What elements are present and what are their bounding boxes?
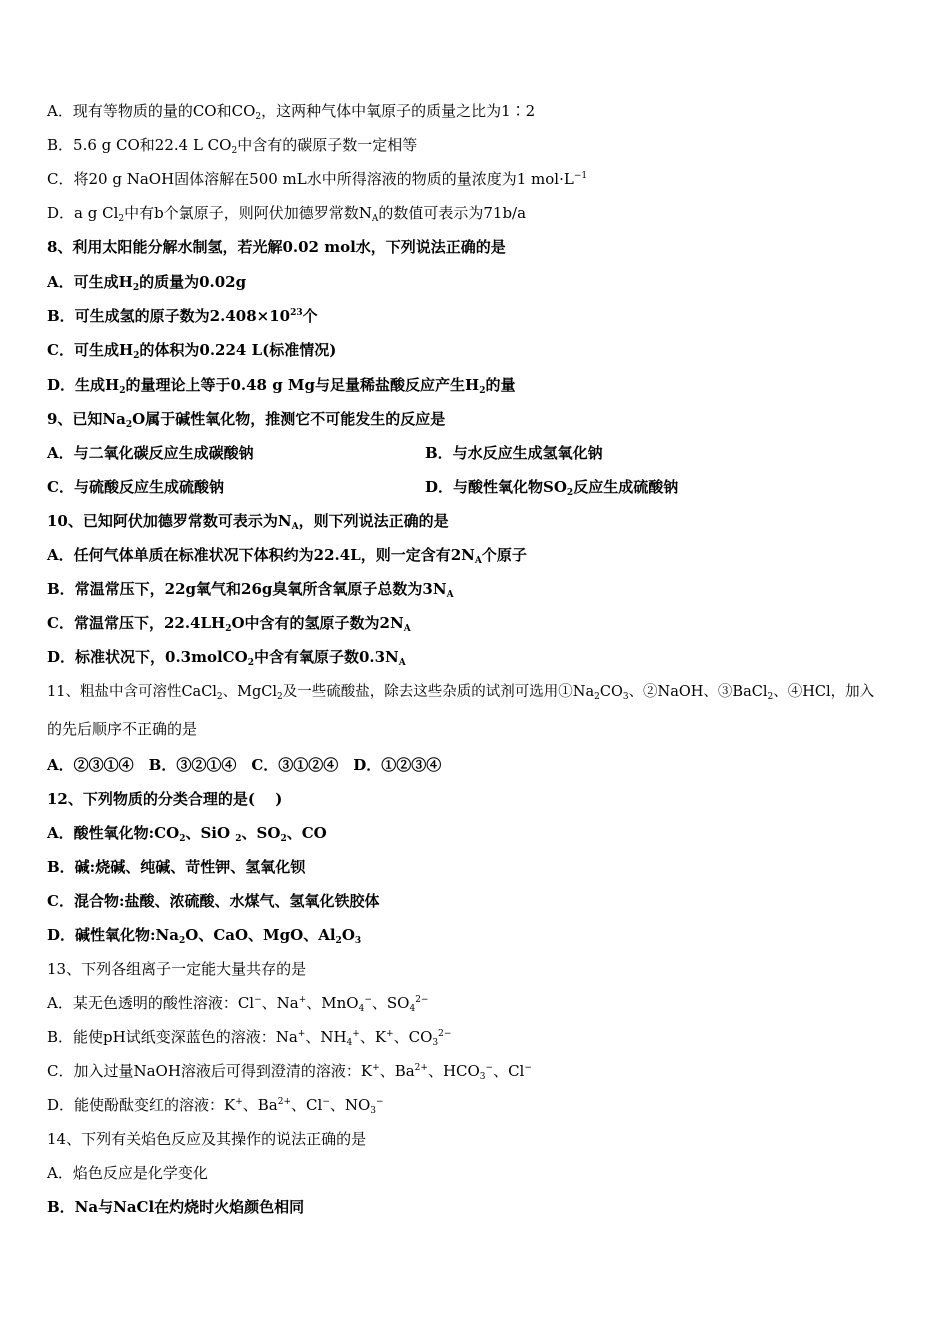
q13-option-b: B．能使pH试纸变深蓝色的溶液：Na+、$NH_4^+$、K+、$CO_3^{2-}$: [47, 1028, 452, 1048]
q7-option-b: B．5.6 g CO和22.4 L $CO_2$中含有的碳原子数一定相等: [47, 136, 418, 156]
q14-stem: 14、下列有关焰色反应及其操作的说法正确的是: [47, 1130, 367, 1148]
q9-row-cd: [47, 477, 907, 497]
q14-option-a: A．焰色反应是化学变化: [47, 1164, 208, 1182]
q10-option-c: C．常温常压下，$22.4LH_2O$中含有的氢原子数为$2N_A$: [47, 614, 411, 634]
q13-stem: 13、下列各组离子一定能大量共存的是: [47, 960, 307, 978]
q9-row-ab: [47, 443, 907, 463]
q12-stem: 12、下列物质的分类合理的是( ): [47, 790, 283, 808]
q8-option-d: D．生成$H_2$的量理论上等于0.48 g Mg与足量稀盐酸反应产生$H_2$的量: [47, 376, 516, 396]
q11-stem-line2: 的先后顺序不正确的是: [47, 720, 198, 738]
q13-option-a: A．某无色透明的酸性溶液：Cl−、Na+、MnO$_4$−、$SO_4^{2-}$: [47, 994, 429, 1014]
q12-option-d: D．碱性氧化物$:Na_2O$、CaO、MgO、$Al_2O_3$: [47, 926, 362, 946]
q7-option-a: A．现有等物质的量的CO和$CO_2$，这两种气体中氧原子的质量之比为1∶2: [47, 102, 536, 122]
q9-option-d: D．与酸性氧化物$SO_2$反应生成硫酸钠: [425, 478, 679, 498]
q8-option-a: A．可生成$H_2$的质量为0.02g: [47, 273, 247, 293]
q11-stem-line1: 11、粗盐中含可溶性CaCl$_2$、MgCl$_2$及一些硫酸盐，除去这些杂质的试剂可选用$①Na_2CO_3$、②NaOH、③BaCl$_2$、④HCl，加入: [47, 684, 875, 702]
q13-option-c: C．加入过量NaOH溶液后可得到澄清的溶液：K+、$Ba^{2+}$、$HCO_3^-$、Cl−: [47, 1062, 532, 1082]
q10-option-b: B．常温常压下，22g氧气和26g臭氧所含氧原子总数为$3N_A$: [47, 580, 454, 600]
q14-option-b: B．Na与NaCl在灼烧时火焰颜色相同: [47, 1198, 305, 1216]
q10-stem: 10、已知阿伏加德罗常数可表示为$N_A$，则下列说法正确的是: [47, 512, 449, 532]
q11-options: A．②③①④ B．③②①④ C．③①②④ D．①②③④: [47, 756, 442, 774]
q10-option-a: A．任何气体单质在标准状况下体积约为22.4L，则一定含有$2N_A$个原子: [47, 546, 527, 566]
q9-option-c: C．与硫酸反应生成硫酸钠: [47, 478, 224, 496]
q12-option-b: B．碱:烧碱、纯碱、苛性钾、氢氧化钡: [47, 858, 306, 876]
q13-option-d: D．能使酚酞变红的溶液：K+、$Ba^{2+}$、Cl−、$NO_3^-$: [47, 1096, 384, 1116]
q8-stem: 8、利用太阳能分解水制氢，若光解0.02 mol水，下列说法正确的是: [47, 238, 506, 256]
q7-option-d: D．a g $Cl_2$中有b个氯原子，则阿伏加德罗常数$N_A$的数值可表示为71b/a: [47, 204, 527, 224]
q9-stem: 9、已知$Na_2O$属于碱性氧化物，推测它不可能发生的反应是: [47, 410, 446, 430]
q8-option-b: B．可生成氢的原子数为$2.408\times 10^{23}$个: [47, 307, 318, 325]
q12-option-a: A．酸性氧化物$:CO_2$、SiO $_2$、$SO_2$、CO: [47, 824, 327, 844]
q10-option-d: D．标准状况下，0.3molCO$_2$中含有氧原子数$0.3N_A$: [47, 648, 406, 668]
q8-option-c: C．可生成$H_2$的体积为0.224 L(标准情况): [47, 341, 337, 361]
q7-option-c: C．将20 g NaOH固体溶解在500 mL水中所得溶液的物质的量浓度为1 $mol\cdot L^{-1}$: [47, 170, 588, 188]
q9-option-a: A．与二氧化碳反应生成碳酸钠: [47, 444, 254, 462]
q9-option-b: B．与水反应生成氢氧化钠: [425, 444, 603, 462]
q12-option-c: C．混合物:盐酸、浓硫酸、水煤气、氢氧化铁胶体: [47, 892, 380, 910]
